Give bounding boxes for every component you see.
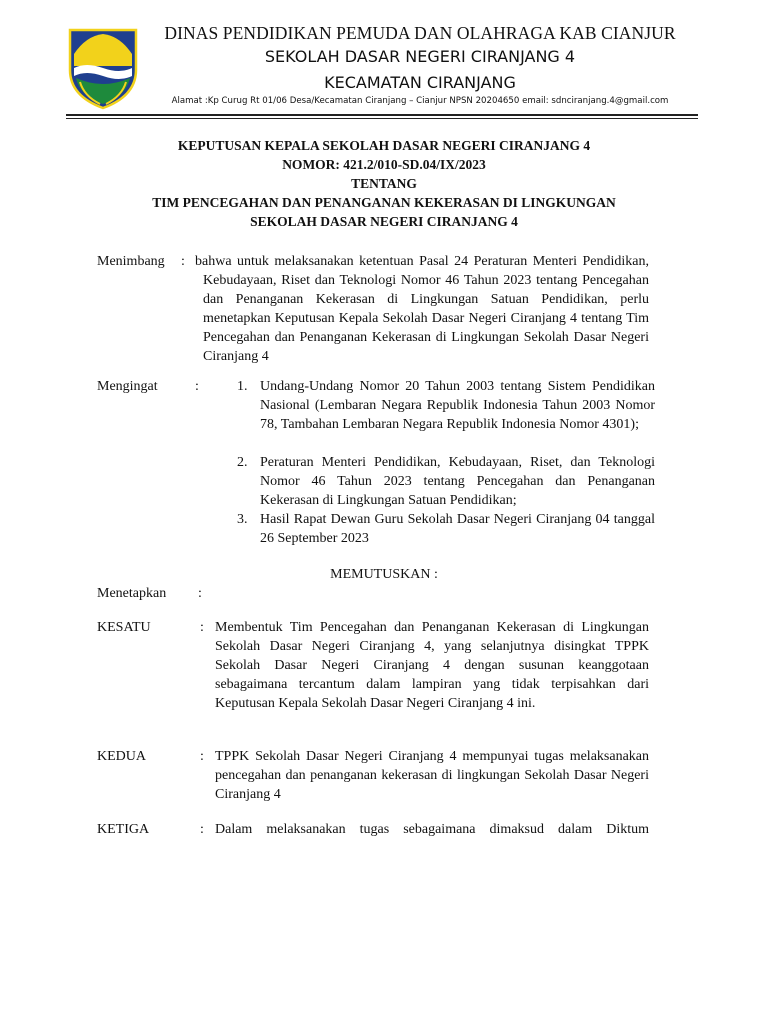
menetapkan-label: Menetapkan bbox=[97, 586, 167, 601]
decree-title: KEPUTUSAN KEPALA SEKOLAH DASAR NEGERI CIRANJANG 4 bbox=[177, 138, 591, 153]
mengingat-colon: : bbox=[195, 379, 199, 394]
mengingat-item-1-number: 1. bbox=[237, 379, 248, 394]
ketiga-label: KETIGA bbox=[97, 822, 150, 837]
kedua-label: KEDUA bbox=[97, 749, 146, 764]
school-address: Alamat :Kp Curug Rt 01/06 Desa/Kecamatan Ciranjang – Cianjur NPSN 20204650 email: sdnciranjang.4@gmail.com bbox=[171, 96, 669, 106]
mengingat-item-3: Hasil Rapat Dewan Guru Sekolah Dasar Negeri Ciranjang 04 tanggal 26 September 2023 bbox=[260, 512, 655, 546]
school-name: SEKOLAH DASAR NEGERI CIRANJANG 4 bbox=[264, 47, 576, 66]
mengingat-item-2: Peraturan Menteri Pendidikan, Kebudayaan, Riset, dan Teknologi Nomor 46 Tahun 2023 tentang Pencegahan dan Penanganan Kekerasan di Lingkungan Satuan Pendidikan; bbox=[260, 455, 655, 508]
decree-tentang: TENTANG bbox=[351, 176, 417, 191]
letterhead-rule-thin bbox=[66, 118, 698, 119]
ketiga-colon: : bbox=[200, 822, 204, 837]
decree-subject-line1: TIM PENCEGAHAN DAN PENANGANAN KEKERASAN DI LINGKUNGAN bbox=[152, 195, 616, 210]
menimbang-label: Menimbang bbox=[97, 254, 165, 269]
menimbang-colon: : bbox=[181, 254, 185, 269]
menetapkan-colon: : bbox=[198, 586, 202, 601]
decree-subject-line2: SEKOLAH DASAR NEGERI CIRANJANG 4 bbox=[250, 214, 518, 229]
kesatu-colon: : bbox=[200, 620, 204, 635]
district-name: KECAMATAN CIRANJANG bbox=[324, 73, 516, 92]
mengingat-label: Mengingat bbox=[97, 379, 158, 394]
letterhead-rule-thick bbox=[66, 114, 698, 116]
kedua-text: TPPK Sekolah Dasar Negeri Ciranjang 4 mempunyai tugas melaksanakan pencegahan dan penanganan kekerasan di lingkungan Sekolah Dasar Negeri Ciranjang 4 bbox=[215, 749, 649, 802]
regency-logo bbox=[66, 24, 140, 110]
agency-name: DINAS PENDIDIKAN PEMUDA DAN OLAHRAGA KAB CIANJUR bbox=[164, 23, 676, 43]
kedua-colon: : bbox=[200, 749, 204, 764]
menimbang-text: bahwa untuk melaksanakan ketentuan Pasal 24 Peraturan Menteri Pendidikan, Kebudayaan, Riset dan Teknologi Nomor 46 Tahun 2023 tentang Pencegahan dan Penanganan Kekerasan di Lingkungan Satuan Pendidikan, perlu menetapkan Keputusan Kepala Sekolah Dasar Negeri Ciranjang 4 tentang Tim Pencegahan dan Penanganan Kekerasan di Lingkungan Sekolah Dasar Negeri Ciranjang 4 bbox=[195, 254, 649, 364]
mengingat-item-2-number: 2. bbox=[237, 455, 248, 470]
mengingat-item-3-number: 3. bbox=[237, 512, 248, 527]
kesatu-label: KESATU bbox=[97, 620, 151, 635]
memutuskan-heading: MEMUTUSKAN : bbox=[330, 567, 438, 582]
kesatu-text: Membentuk Tim Pencegahan dan Penanganan Kekerasan di Lingkungan Sekolah Dasar Negeri Ciranjang 4, yang selanjutnya disingkat TPPK Sekolah Dasar Negeri Ciranjang 4 dengan susunan keanggotaan sebagaimana tercantum dalam lampiran yang tidak terpisahkan dari Keputusan Kepala Sekolah Dasar Negeri Ciranjang 4 ini. bbox=[215, 620, 649, 711]
ketiga-text: Dalam melaksanakan tugas sebagaimana dimaksud dalam Diktum bbox=[215, 822, 649, 837]
decree-number: NOMOR: 421.2/010-SD.04/IX/2023 bbox=[282, 157, 486, 172]
mengingat-item-1: Undang-Undang Nomor 20 Tahun 2003 tentang Sistem Pendidikan Nasional (Lembaran Negara Republik Indonesia Tahun 2003 Nomor 78, Tambahan Lembaran Negara Republik Indonesia Nomor 4301); bbox=[260, 379, 655, 432]
